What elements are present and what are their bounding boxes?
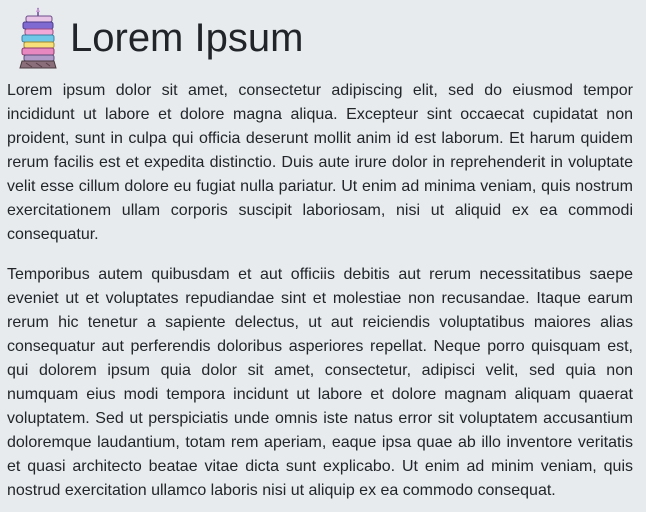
paragraph-2: Temporibus autem quibusdam et aut officiis debitis aut rerum necessitatibus saepe eveniet ut et voluptates repudiandae sint et molestiae non recusandae. Itaque earum rerum hic tenetur a sapiente delectus, ut aut reiciendis voluptatibus maiores alias consequatur aut perferendis doloribus asperiores repellat. Neque porro quisquam est, qui dolorem ipsum quia dolor sit amet, consectetur, adipisci velit, sed quia non numquam eius modi tempora incidunt ut labore et dolore magnam aliquam quaerat voluptatem. Sed ut perspiciatis unde omnis iste natus error sit voluptatem accusantium doloremque laudantium, totam rem aperiam, eaque ipsa quae ab illo inventore veritatis et quasi architecto beatae vitae dicta sunt explicabo. Ut enim ad minim veniam, quis nostrud exercitation ullamco laboris nisi ut aliquip ex ea commodo consequat.	[7, 266, 633, 499]
article-body	[7, 79, 633, 512]
page-header	[16, 6, 303, 70]
stacked-books-icon	[16, 6, 60, 70]
page-title: Lorem Ipsum	[70, 16, 304, 60]
paragraph-1: Lorem ipsum dolor sit amet, consectetur adipiscing elit, sed do eiusmod tempor incididunt ut labore et dolore magna aliqua. Excepteur sint occaecat cupidatat non proident, sunt in culpa qui officia deserunt mollit anim id est laborum. Et harum quidem rerum facilis est et expedita distinctio. Duis aute irure dolor in reprehenderit in voluptate velit esse cillum dolore eu fugiat nulla pariatur. Ut enim ad minima veniam, quis nostrum exercitationem ullam corporis suscipit laboriosam, nisi ut aliquid ex ea commodi consequatur.	[7, 82, 633, 243]
